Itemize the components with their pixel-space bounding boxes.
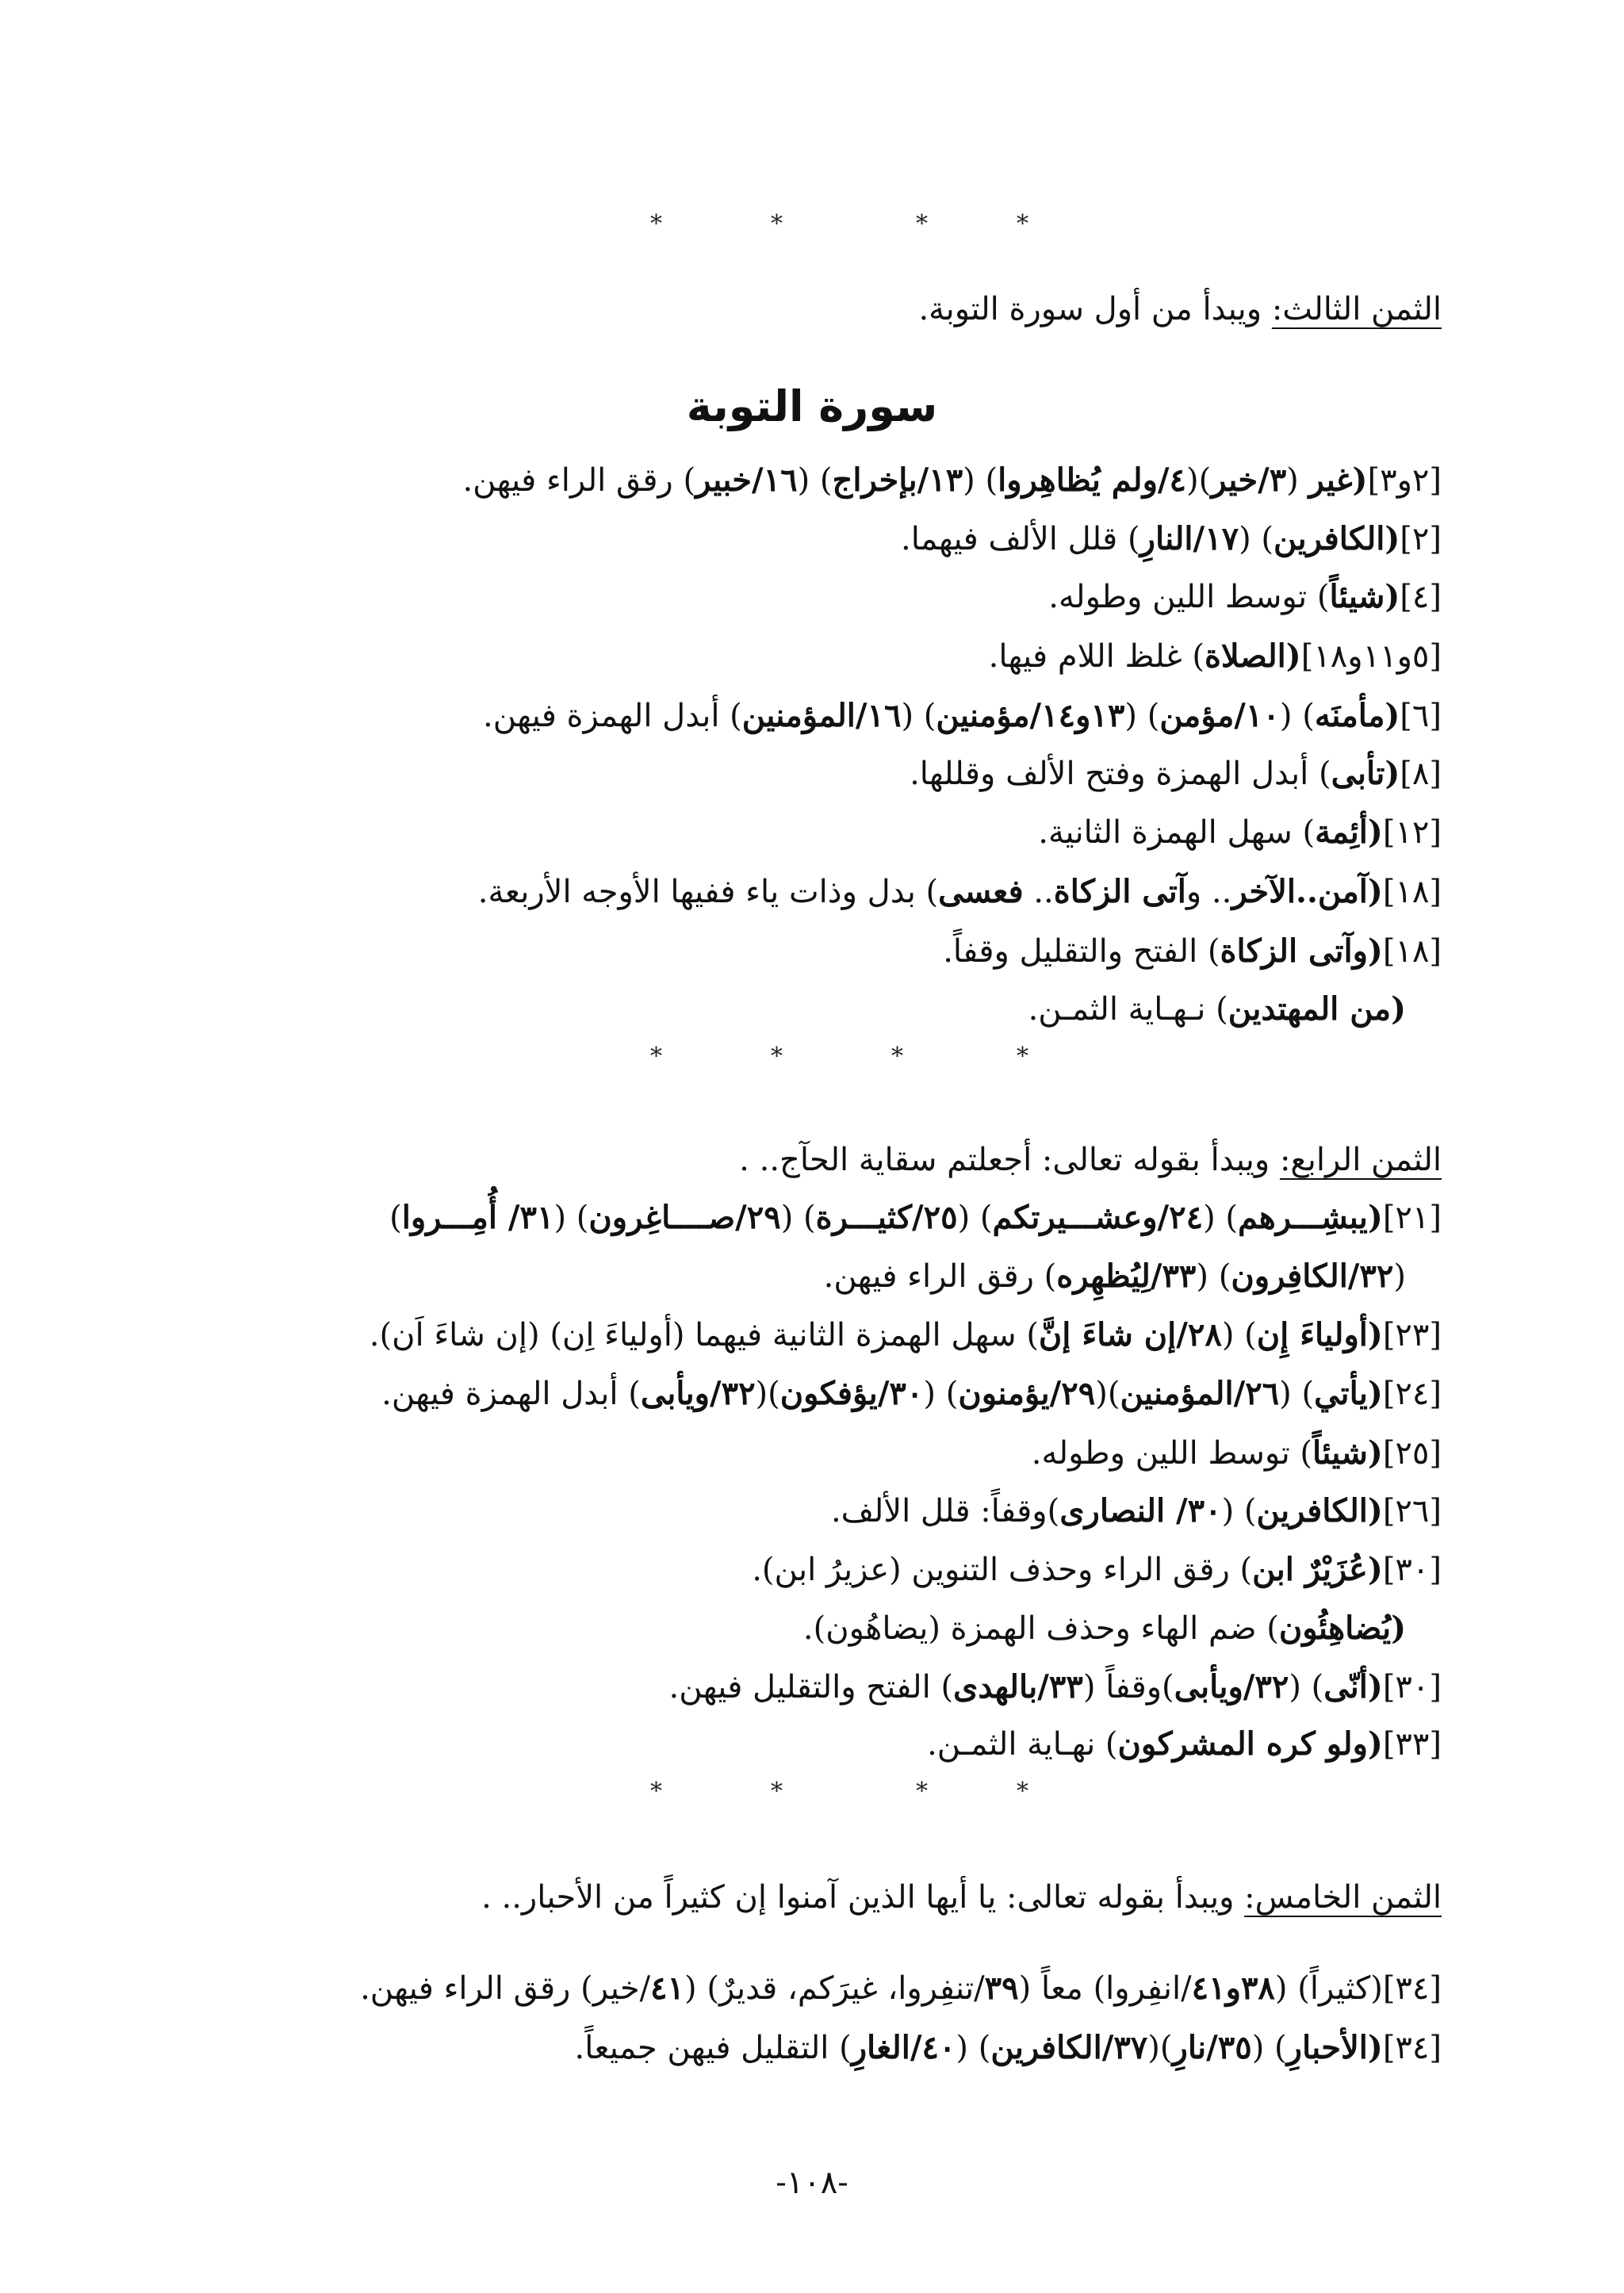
rule-text: ) ( [963,462,998,499]
quranic-word: (الكافرين [1256,1492,1383,1529]
rule-text: )وقفاً: قلل الألف. [830,1493,1060,1529]
section-label: الثمن الخامس: [1244,1879,1442,1916]
quranic-word: ٣٨و٤١ [1191,1970,1275,2007]
quranic-word: فعسى [938,873,1024,910]
quranic-word: (الصلاة [1204,637,1301,675]
rule-text: [٣٤] [1382,2030,1442,2066]
quranic-word: ٣٢/ويأبى [1174,1668,1289,1705]
star: * [650,1043,662,1070]
rule-text: [١٨] [1382,933,1442,970]
rule-text: ) ( [797,462,833,499]
quranic-word: ٣١/ أُمِـــروا [401,1199,554,1236]
section-header-thumun-4 [739,1138,1442,1182]
rule-line [824,1254,1406,1299]
rule-text: (كثيراً) ( [1274,1970,1383,2007]
quranic-word: (الكافرين [1274,520,1400,557]
rule-text: ) ( [553,1200,589,1236]
rule-text: ) توسط اللين وطوله. [1048,579,1330,615]
quranic-word: ١٧/النارِ [1139,520,1239,557]
rule-line [483,694,1442,738]
rule-text: /تنفِروا، غيرَكم، قديرٌ) ( [684,1970,985,2007]
quranic-word: (آمن..الآخر [1231,873,1383,910]
star: * [916,210,928,238]
star: * [771,210,783,238]
rule-line [1048,575,1442,619]
rule-line [752,1548,1442,1592]
star: * [916,1778,928,1805]
rule-line [381,1372,1442,1416]
rule-text: ) رقق الراء فيهن. [462,462,696,499]
section-end-line [1028,987,1406,1032]
rule-line [1032,1431,1442,1476]
rule-text: ) ( [780,1200,816,1236]
rule-line [831,1489,1442,1533]
rule-line [389,1196,1442,1240]
rule-text: [٢٥] [1382,1435,1442,1472]
star: * [1017,1778,1028,1805]
rule-line [370,1313,1442,1357]
quranic-word: ٣٢/الكافِرون [1231,1258,1394,1295]
section-label: الثمن الثالث: [1271,291,1442,327]
rule-text: ) الفتح والتقليل فيهن. [668,1669,954,1705]
rule-line [478,870,1442,914]
quranic-word: (غير [1308,461,1368,499]
rule-line [803,1606,1406,1651]
rule-text: ) ( [1289,1669,1324,1705]
rule-text: ) غلظ اللام فيها. [988,638,1205,675]
rule-text: ) أبدل الهمزة فيهن. [483,698,742,734]
quranic-word: ٣٠/ النصارى [1059,1492,1222,1529]
rule-text: ) أبدل الهمزة وفتح الألف وقللها. [910,756,1331,792]
section-intro: ويبدأ من أول سورة التوبة. [918,291,1272,327]
rule-text: .. و [1185,874,1232,910]
rule-text: /انفِروا) معاً ( [1018,1970,1192,2007]
quranic-word: ٢٥/كثيـــرة [815,1199,958,1236]
rule-text: [٢٤] [1382,1376,1442,1412]
rule-text: )( [1095,1376,1120,1412]
rule-text: ( [1286,462,1309,499]
rule-text: ) ( [1221,1317,1257,1353]
rule-text: ) ( [1239,521,1274,557]
quranic-word: (يأتي [1314,1375,1383,1412]
rule-text: )وقفاً ( [1082,1669,1174,1705]
rule-text: [٣٠] [1382,1552,1442,1588]
rule-line [943,929,1442,974]
section-label: الثمن الرابع: [1279,1142,1442,1178]
rule-text: [٢٣] [1382,1317,1442,1353]
rule-text: ) قلل الألف فيهما. [901,521,1140,557]
rule-text: [٢١] [1382,1200,1442,1236]
rule-text: ) ( [1251,2030,1287,2066]
rule-text: ) ( [956,2030,991,2066]
quranic-word: ٢٩/صــــاغِرون [588,1199,781,1236]
star: * [771,1778,783,1805]
quranic-word: ١٣/بإخراج [832,461,963,499]
quranic-word: ٣٢/ويأبى [640,1375,756,1412]
star-separator [0,1780,1624,1812]
rule-line [462,458,1442,503]
quranic-word: ٣٣/لِيُظهِره [1056,1258,1197,1295]
section-intro: ويبدأ بقوله تعالى: أجعلتم سقاية الحآج.. . [739,1142,1280,1178]
rule-text: ) ( [957,1200,993,1236]
quranic-word: ١٦/خبير [695,461,798,499]
rule-text: ) سهل الهمزة الثانية فيهما (أولياءَ اِن) (إن شاءَ اَن). [369,1317,1039,1353]
star: * [1017,210,1028,238]
quranic-word: آتى الزكاة [1053,873,1186,910]
rule-text: /خير) رقق الراء فيهن. [360,1970,651,2007]
rule-text: ) ( [923,1376,959,1412]
quranic-word: ٤/ولم يُظاهِروا [998,461,1186,499]
star: * [650,210,662,238]
rule-text: ) التقليل فيهن جميعاً. [574,2030,852,2066]
section-intro: ويبدأ بقوله تعالى: يا أيها الذين آمنوا إن كثيراً من الأحبار.. . [481,1879,1245,1916]
quranic-word: (أولياءَ إِن [1256,1316,1383,1353]
rule-text: ) ( [1196,1258,1231,1295]
section-header-thumun-5 [481,1875,1442,1920]
rule-text: ) ضم الهاء وحذف الهمزة (يضاهُون). [802,1610,1279,1647]
quranic-word: (شيئاً [1329,578,1400,615]
quranic-word: (أئِمة [1315,813,1383,851]
rule-text: )( [755,1376,780,1412]
rule-text: [٣٤] [1382,1970,1442,2007]
quranic-word: ٣٥/نارِ [1172,2029,1252,2066]
surah-title: سورة التوبة [686,381,938,431]
quranic-word: ١٦/المؤمنين [741,697,902,734]
quranic-word: (الأحبارِ [1286,2029,1383,2066]
rule-line [989,634,1442,679]
rule-line [669,1665,1442,1709]
quranic-word: (يبشِـــرهم [1238,1199,1383,1236]
quranic-word: ٢٩/يؤمنون [958,1375,1096,1412]
rule-text: ) نهـاية الثمـن. [927,1726,1118,1763]
quranic-word: ٤١ [650,1970,685,2007]
rule-text: ) ( [1203,1200,1239,1236]
quranic-word: ٣٧/الكافرين [990,2029,1148,2066]
quranic-word: (وآتى الزكاة [1220,932,1383,970]
rule-text: ) سهل الهمزة الثانية. [1038,814,1316,851]
rule-text: [٦] [1400,698,1442,734]
rule-text: ) بدل وذات ياء ففيها الأوجه الأربعة. [477,874,939,910]
rule-text: ( [1393,1258,1406,1295]
rule-text: [١٨] [1382,874,1442,910]
page-number: -١٠٨- [776,2165,848,2201]
star: * [650,1778,662,1805]
star: * [771,1043,783,1070]
rule-text: [٥و١١و١٨] [1300,638,1442,675]
star: * [891,1043,903,1070]
quranic-word: (ولو كره المشركون [1117,1725,1383,1763]
quranic-word: ٢٤/وعشـــيرتكم [992,1199,1204,1236]
rule-line [901,517,1442,561]
quranic-word: ١٣و١٤/مؤمنين [936,697,1125,734]
rule-text: ) ( [1279,698,1315,734]
star-separator [0,1045,1624,1077]
quranic-word: ١٠/مؤمن [1159,697,1280,734]
star: * [1017,1043,1028,1070]
quranic-word: ٤٠/الغارِ [851,2029,956,2066]
rule-text: ) ( [1279,1376,1315,1412]
rule-text: ) رقق الراء فيهن. [823,1258,1057,1295]
rule-text: ) أبدل الهمزة فيهن. [381,1376,641,1412]
rule-text: [٨] [1400,756,1442,792]
rule-line [575,2026,1442,2070]
rule-text: ) ( [1221,1493,1257,1529]
quranic-word: ٢٨/إن شاءَ إنَّ [1038,1316,1222,1353]
rule-text: [٤] [1400,579,1442,615]
rule-text: ) ( [901,698,936,734]
quranic-word: ٣٩ [984,1970,1019,2007]
quranic-word: (شيئاً [1312,1434,1383,1472]
section-header-thumun-3 [918,287,1442,331]
rule-text: ) رقق الراء وحذف التنوين (عزيرُ ابن). [752,1552,1253,1588]
rule-line [910,752,1442,796]
rule-text: ) [389,1200,402,1236]
rule-text: )( [1147,2030,1173,2066]
rule-text: ) ( [1124,698,1160,734]
quranic-word: (يُضاهِئُون [1278,1610,1406,1647]
section-end-line [927,1722,1442,1767]
quranic-word: (أنّى [1323,1668,1383,1705]
rule-text: [٢] [1400,521,1442,557]
rule-text: [٢٦] [1382,1493,1442,1529]
star-separator [0,212,1624,244]
quranic-word: ٣/خير [1211,461,1287,499]
quranic-word: (من المهتدين [1228,990,1406,1028]
rule-text: [١٢] [1382,814,1442,851]
rule-text: [٢و٣] [1367,462,1442,499]
quranic-word: (مأمنَه [1314,697,1400,734]
rule-text: ) توسط اللين وطوله. [1031,1435,1313,1472]
quranic-word: ٣٣/بالهدى [953,1668,1083,1705]
quranic-word: ٣٠/يؤفكون [779,1375,924,1412]
rule-line [1038,810,1442,855]
quranic-word: (عُزَيْرٌ ابن [1252,1551,1383,1588]
rule-text: [٣٠] [1382,1669,1442,1705]
rule-text: .. [1023,874,1054,910]
quranic-word: ٢٦/المؤمنين [1120,1375,1280,1412]
rule-line [360,1966,1442,2011]
rule-text: ) نـهـاية الثمـن. [1028,991,1228,1028]
quranic-word: (تأبى [1331,755,1400,792]
rule-text: ) الفتح والتقليل وقفاً. [943,933,1220,970]
rule-text: [٣٣] [1382,1726,1442,1763]
rule-text: )( [1185,462,1212,499]
